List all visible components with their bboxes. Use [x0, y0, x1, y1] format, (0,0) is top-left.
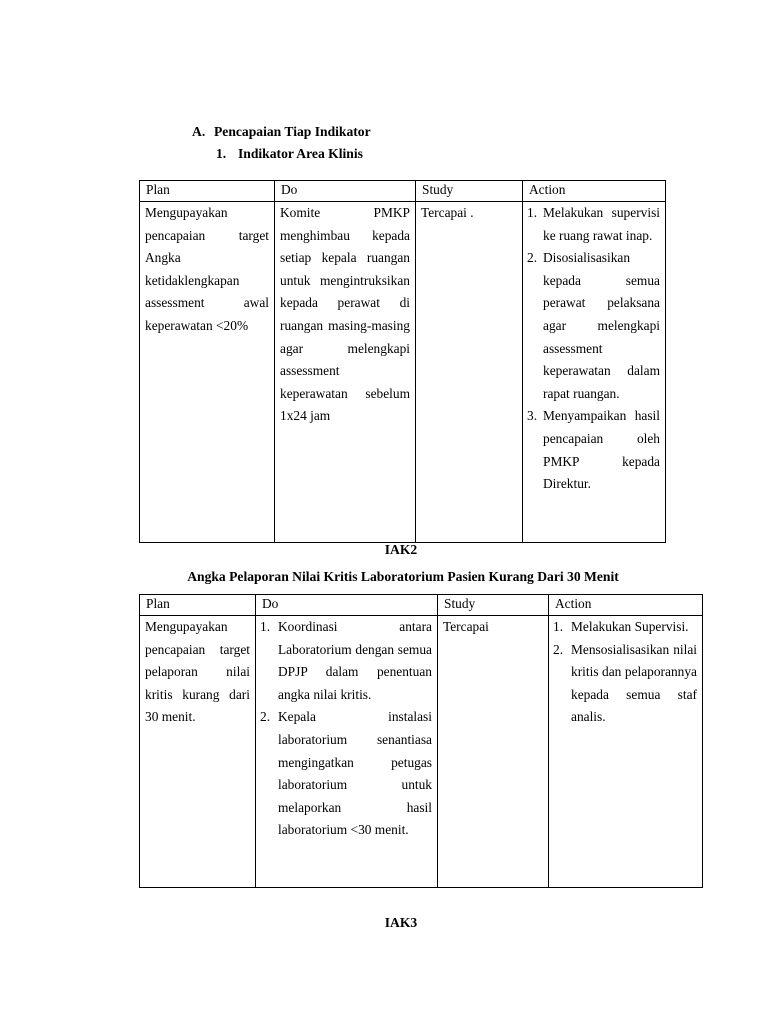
table-row	[140, 202, 666, 543]
list-number: 2.	[260, 709, 271, 725]
iak3-label: IAK3	[384, 915, 418, 930]
subsection-heading	[216, 146, 363, 162]
list-text: Melakukan Supervisi.	[571, 619, 689, 634]
study-cell: Tercapai .	[421, 205, 474, 220]
section-title: Pencapaian Tiap Indikator	[214, 124, 371, 139]
list-item	[549, 639, 697, 729]
indicator-table-1	[139, 180, 666, 543]
list-text: Mensosialisasikan nilai kritis dan pelaporannya kepada semua staf analis.	[571, 641, 697, 725]
do-cell: Komite PMKP menghimbau kepada setiap kepala ruangan untuk mengintruksikan kepada perawat di ruangan masing-masing agar melengkapi assessment keperawatan sebelum 1x24 jam	[280, 205, 410, 424]
header-study: Study	[438, 595, 549, 616]
list-item	[527, 405, 660, 495]
iak2-title: Angka Pelaporan Nilai Kritis Laboratorium Pasien Kurang Dari 30 Menit	[187, 569, 619, 584]
list-number: 1.	[553, 619, 564, 634]
subsection-number: 1.	[216, 146, 227, 161]
header-action: Action	[549, 595, 703, 616]
do-list	[256, 616, 437, 842]
table-header-row	[140, 595, 703, 616]
plan-cell: Mengupayakan pencapaian target Angka ketidaklengkapan assessment awal keperawatan <20%	[145, 205, 269, 333]
indicator-table-2	[139, 594, 703, 888]
list-text: Menyampaikan hasil pencapaian oleh PMKP kepada Direktur.	[543, 408, 660, 492]
plan-cell: Mengupayakan pencapaian target pelaporan nilai kritis kurang dari 30 menit.	[145, 619, 250, 725]
list-item	[549, 616, 697, 639]
list-number: 2.	[527, 250, 538, 266]
list-item	[527, 202, 660, 247]
list-number: 1.	[260, 619, 271, 634]
list-number: 1.	[527, 205, 538, 220]
list-text: Koordinasi antara Laboratorium dengan semua DPJP dalam penentuan angka nilai kritis.	[278, 619, 432, 702]
study-cell: Tercapai	[443, 619, 489, 634]
header-do: Do	[256, 595, 438, 616]
subsection-title: Indikator Area Klinis	[238, 146, 363, 161]
list-number: 3.	[527, 408, 538, 424]
header-study: Study	[416, 181, 523, 202]
iak2-label: IAK2	[384, 542, 418, 557]
list-item	[256, 706, 432, 842]
section-number: A.	[192, 124, 206, 139]
list-number: 2.	[553, 641, 564, 657]
table-row	[140, 616, 703, 888]
list-text: Kepala instalasi laboratorium senantiasa mengingatkan petugas laboratorium untuk melaporkan hasil laboratorium <30 menit.	[278, 709, 432, 838]
section-heading	[192, 124, 371, 140]
header-action: Action	[523, 181, 666, 202]
action-list	[523, 202, 665, 496]
header-plan: Plan	[140, 595, 256, 616]
list-item	[527, 247, 660, 405]
action-list	[549, 616, 702, 729]
list-item	[256, 616, 432, 706]
list-text: Melakukan supervisi ke ruang rawat inap.	[543, 205, 660, 243]
header-plan: Plan	[140, 181, 275, 202]
table-header-row	[140, 181, 666, 202]
list-text: Disosialisasikan kepada semua perawat pelaksana agar melengkapi assessment keperawatan dalam rapat ruangan.	[543, 250, 660, 401]
header-do: Do	[275, 181, 416, 202]
